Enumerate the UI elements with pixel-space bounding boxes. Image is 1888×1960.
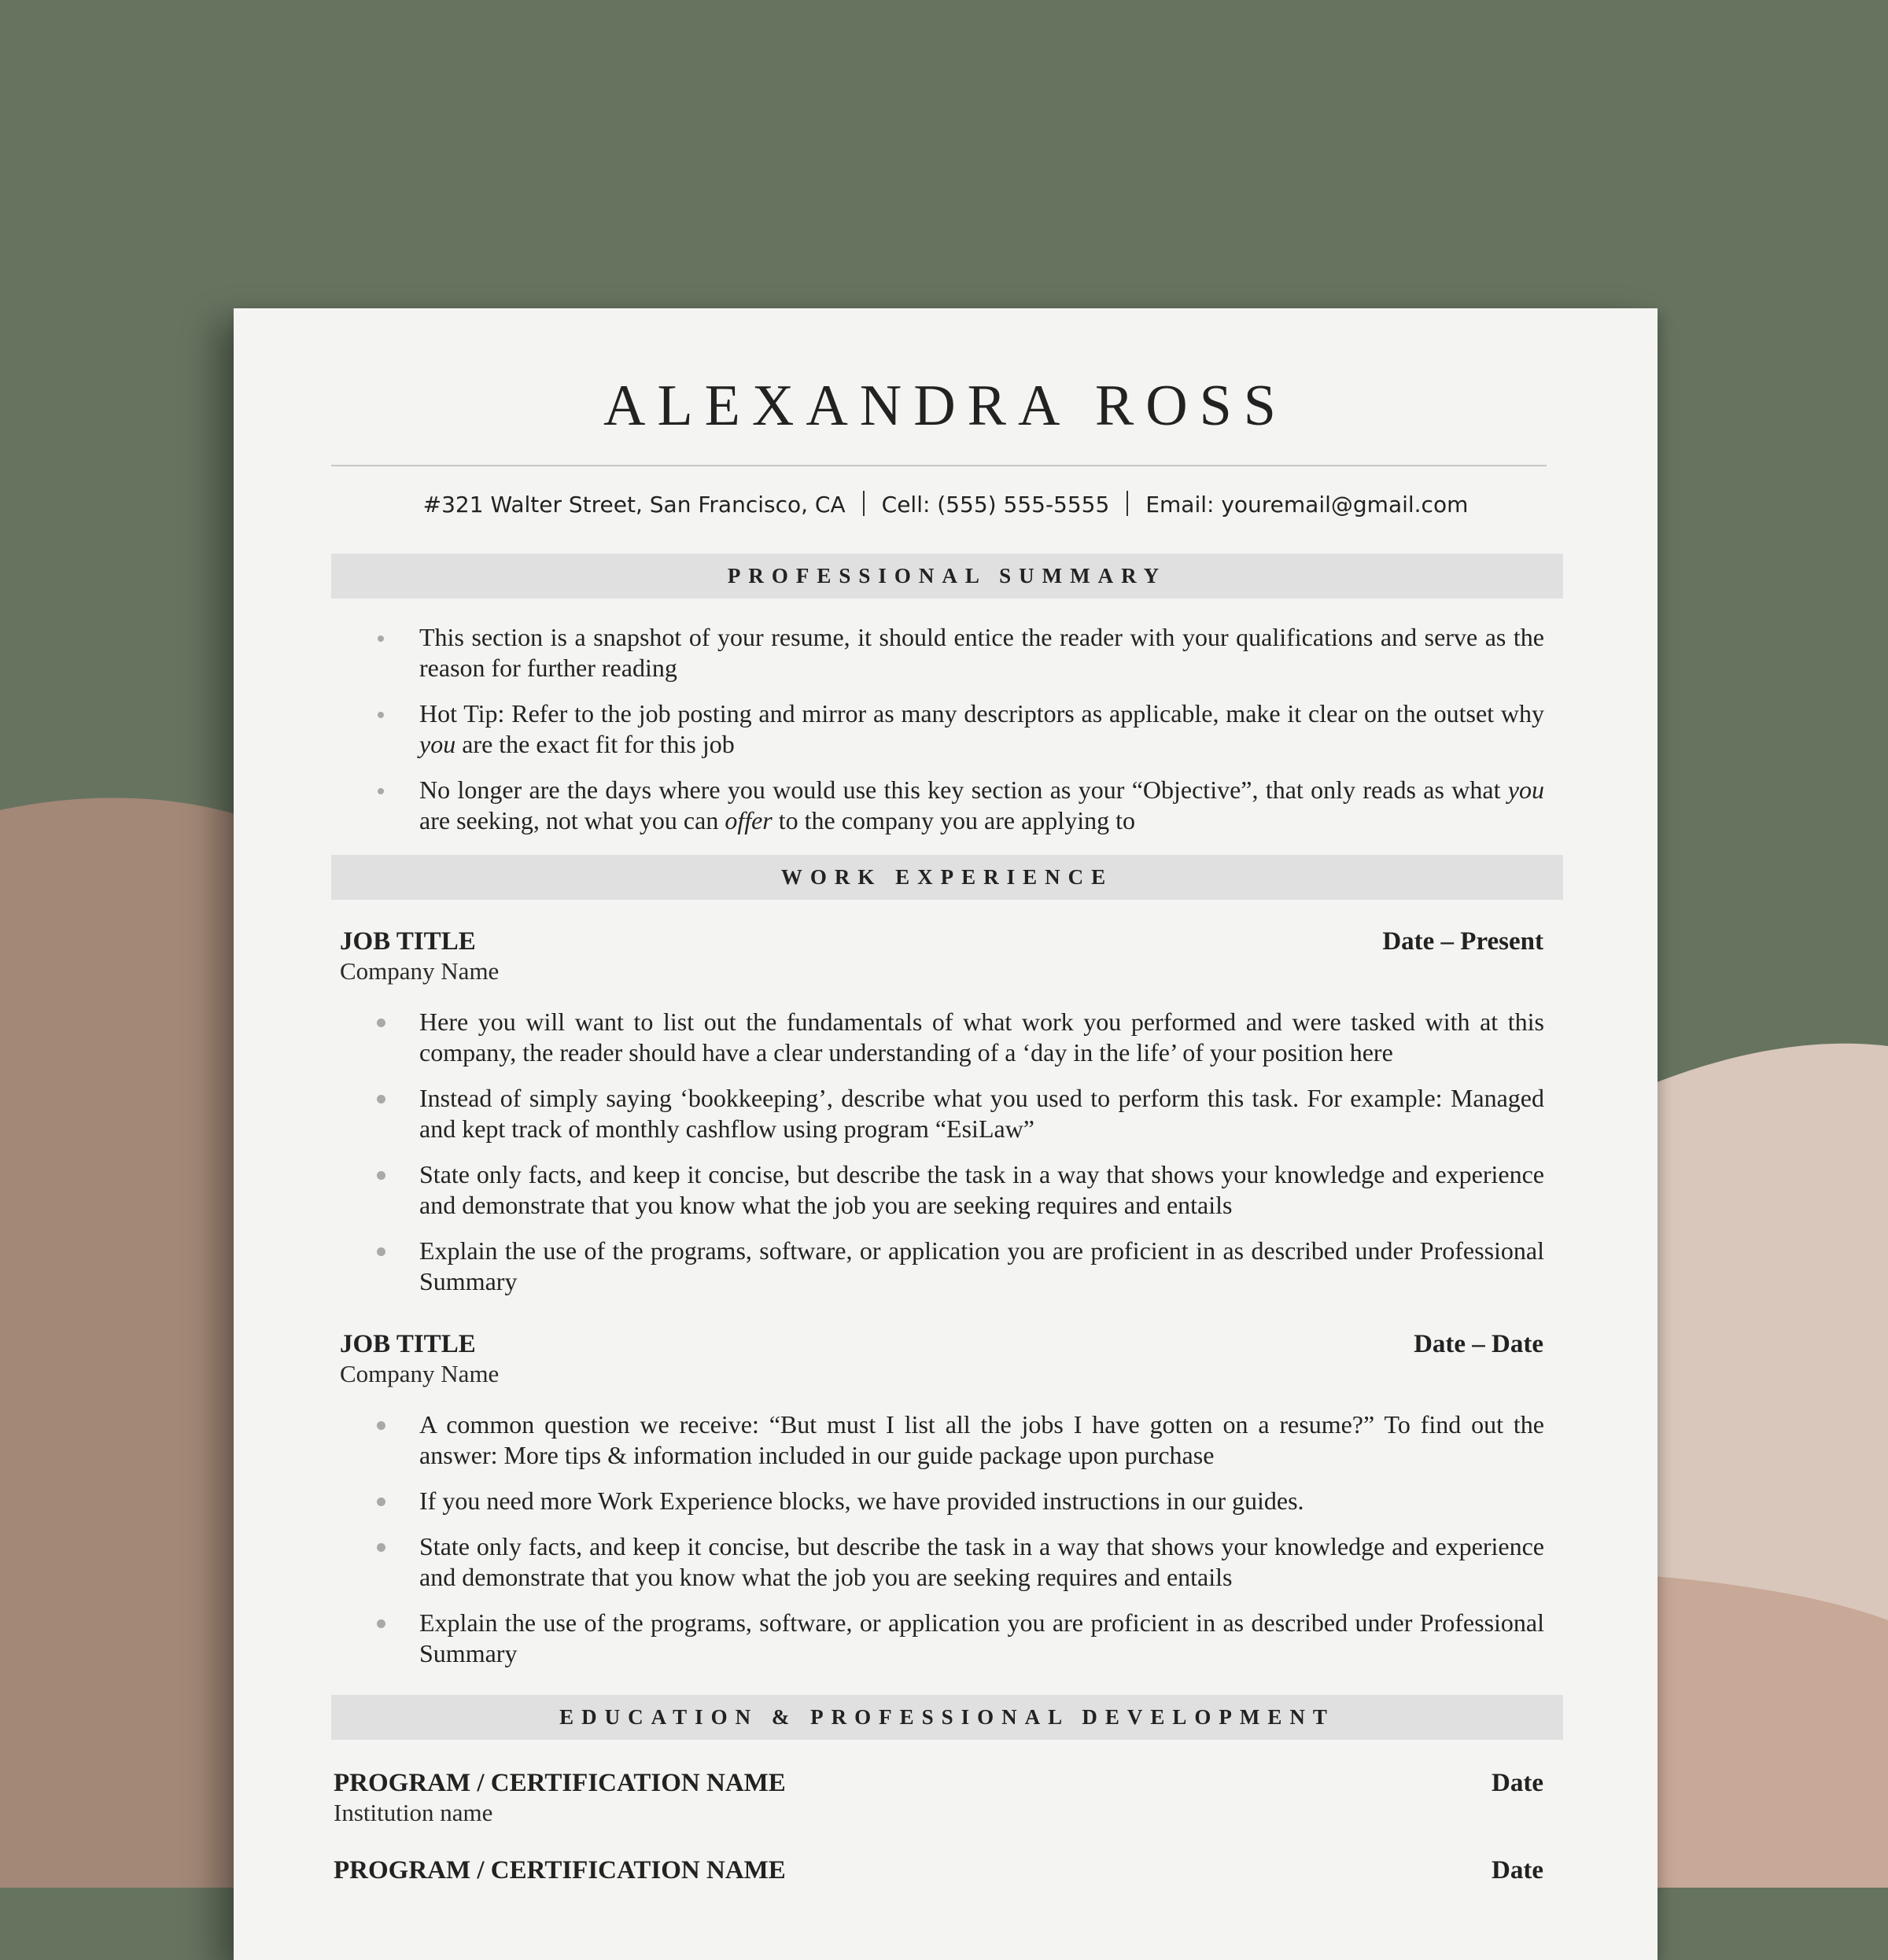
job-bullet: State only facts, and keep it concise, but describe the task in a way that shows your knowledge and experience and demonstrate that you know what the job you are seeking requires and entails xyxy=(234,1531,1658,1593)
contact-cell: Cell: (555) 555-5555 xyxy=(881,492,1110,518)
education-header xyxy=(334,1769,1543,1798)
section-header-education: EDUCATION & PROFESSIONAL DEVELOPMENT xyxy=(331,1695,1563,1740)
company-name: Company Name xyxy=(340,957,500,985)
job-bullet: State only facts, and keep it concise, but describe the task in a way that shows your knowledge and experience and demonstrate that you know what the job you are seeking requires and entails xyxy=(234,1159,1658,1221)
contact-address: #321 Walter Street, San Francisco, CA xyxy=(422,492,846,518)
institution-name: Institution name xyxy=(334,1799,493,1826)
job-date: Date – Date xyxy=(1414,1330,1543,1358)
resume-page xyxy=(234,308,1658,1960)
job-bullet-list xyxy=(234,1409,1658,1684)
section-header-experience: WORK EXPERIENCE xyxy=(331,855,1563,900)
job-bullet: A common question we receive: “But must I list all the jobs I have gotten on a resume?” To find out the answer: More tips & information included in our guide package upon purchase xyxy=(234,1409,1658,1471)
program-name: PROGRAM / CERTIFICATION NAME xyxy=(334,1769,786,1797)
program-date: Date xyxy=(1492,1856,1543,1884)
job-date: Date – Present xyxy=(1382,927,1543,956)
company-name: Company Name xyxy=(340,1360,500,1387)
summary-bullet: Hot Tip: Refer to the job posting and mirror as many descriptors as applicable, make it clear on the outset why you are the exact fit for this job xyxy=(234,698,1658,760)
candidate-name: ALEXANDRA ROSS xyxy=(603,374,1288,438)
job-bullet-list xyxy=(234,1007,1658,1312)
job-header xyxy=(340,927,1543,956)
summary-bullet: No longer are the days where you would use this key section as your “Objective”, that only reads as what you are seeking, not what you can offer to the company you are applying to xyxy=(234,775,1658,836)
contact-line xyxy=(234,492,1658,518)
job-bullet: Here you will want to list out the fundamentals of what work you performed and were tasked with at this company, the reader should have a clear understanding of a ‘day in the life’ of your position here xyxy=(234,1007,1658,1068)
contact-email: Email: youremail@gmail.com xyxy=(1145,492,1469,518)
job-title: JOB TITLE xyxy=(340,927,476,956)
job-bullet: Explain the use of the programs, software, or application you are proficient in as described under Professional Summary xyxy=(234,1236,1658,1297)
summary-bullet: This section is a snapshot of your resume, it should entice the reader with your qualifications and serve as the reason for further reading xyxy=(234,622,1658,683)
job-bullet: Instead of simply saying ‘bookkeeping’, describe what you used to perform this task. For example: Managed and kept track of monthly cashflow using program “EsiLaw” xyxy=(234,1083,1658,1144)
job-bullet: Explain the use of the programs, software, or application you are proficient in as described under Professional Summary xyxy=(234,1608,1658,1669)
header-divider xyxy=(331,465,1547,466)
summary-list xyxy=(234,622,1658,851)
education-header xyxy=(334,1856,1543,1885)
program-name: PROGRAM / CERTIFICATION NAME xyxy=(334,1856,786,1884)
contact-separator xyxy=(1127,491,1128,516)
job-title: JOB TITLE xyxy=(340,1330,476,1358)
job-header xyxy=(340,1330,1543,1359)
section-header-summary: PROFESSIONAL SUMMARY xyxy=(331,554,1563,599)
contact-separator xyxy=(863,491,865,516)
program-date: Date xyxy=(1492,1769,1543,1797)
job-bullet: If you need more Work Experience blocks, we have provided instructions in our guides. xyxy=(234,1486,1658,1516)
